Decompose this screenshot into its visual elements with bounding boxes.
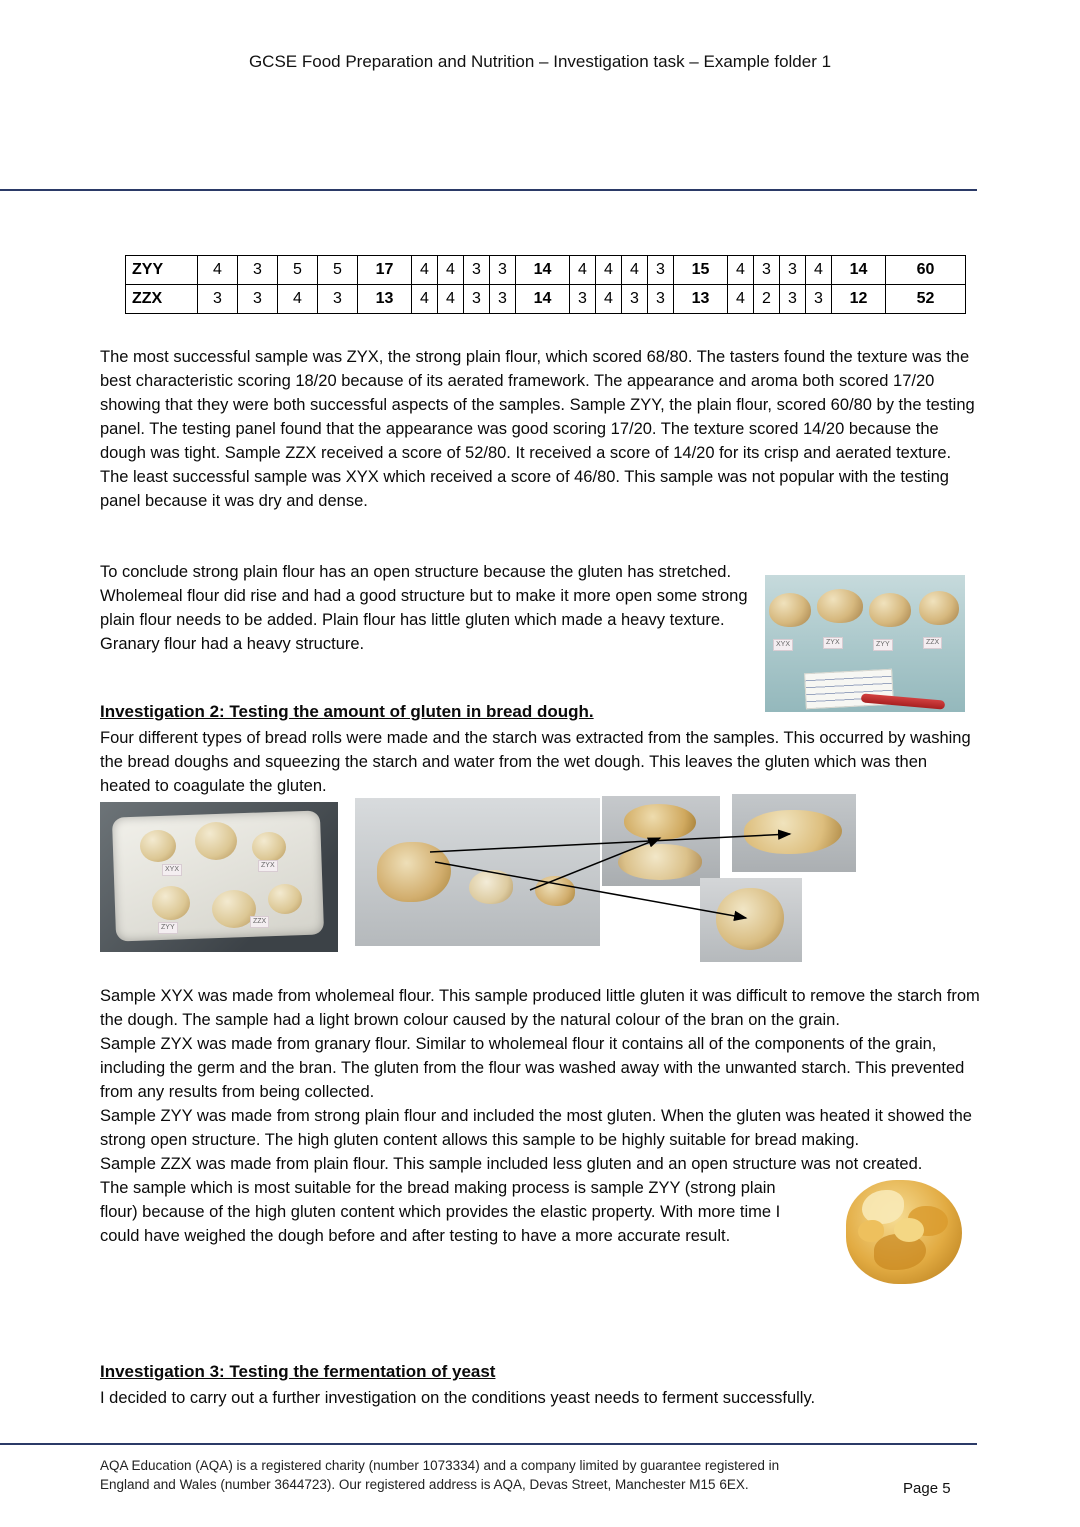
sample-zyx-paragraph: Sample ZYX was made from granary flour. Similar to wholemeal flour it contains all of the components of the grain, including the germ and the bran. The gluten from the flour was washed away with the unwanted starch. This prevented from any results from being collected. xyxy=(100,1035,965,1101)
score-cell: 4 xyxy=(596,256,622,285)
washed-gluten-photo xyxy=(355,798,600,946)
subtotal-cell: 12 xyxy=(832,285,886,314)
score-cell: 3 xyxy=(238,285,278,314)
gluten-sample xyxy=(377,842,451,902)
score-cell: 3 xyxy=(648,285,674,314)
gluten-piece xyxy=(716,888,784,950)
gluten-piece xyxy=(618,844,702,880)
investigation-3-heading: Investigation 3: Testing the fermentation of yeast xyxy=(100,1362,496,1381)
score-cell: 3 xyxy=(754,256,780,285)
investigation-2-intro: Four different types of bread rolls were made and the starch was extracted from the samples. This occurred by washing the bread doughs and squeezing the starch and water from the wet dough. This leaves the gluten which was then heated to coagulate the gluten. xyxy=(100,729,971,795)
dough-ball xyxy=(152,886,190,920)
total-cell: 52 xyxy=(886,285,966,314)
score-cell: 2 xyxy=(754,285,780,314)
gluten-sample xyxy=(469,870,513,904)
results-paragraph: The most successful sample was ZYX, the strong plain flour, which scored 68/80. The tasters found the texture was the best characteristic scoring 18/20 because of its aerated framework. The appearance and aroma both scored 17/20 showing that they were both successful aspects of the samples. Sample ZYY, the plain flour, scored 60/80 by the testing panel. The testing panel found that the appearance was good scoring 17/20. The texture scored 14/20 because the dough was tight. Sample ZZX received a score of 52/80. It received a score of 14/20 for its crisp and aerated texture. The least successful sample was XYX which received a score of 46/80. This sample was not popular with the testing panel because it was dry and dense. xyxy=(100,348,975,510)
score-cell: 4 xyxy=(198,256,238,285)
coagulated-gluten-photo xyxy=(828,1176,980,1288)
footer-registration-text xyxy=(100,1456,820,1494)
score-cell: 4 xyxy=(806,256,832,285)
score-cell: 3 xyxy=(490,256,516,285)
table-row-zzx xyxy=(126,285,966,314)
score-cell: 3 xyxy=(238,256,278,285)
sample-label: ZYY xyxy=(158,922,178,934)
score-cell: 3 xyxy=(622,285,648,314)
score-cell: 3 xyxy=(806,285,832,314)
score-cell: 4 xyxy=(438,285,464,314)
dough-tray-photo xyxy=(100,802,338,952)
sample-label: ZYY xyxy=(873,639,893,651)
sample-label: ZZX xyxy=(250,916,269,928)
dough-ball xyxy=(195,822,237,860)
subtotal-cell: 13 xyxy=(358,285,412,314)
sample-xyx-paragraph: Sample XYX was made from wholemeal flour. This sample produced little gluten it was difficult to remove the starch from the dough. The sample had a light brown colour caused by the natural colour of the bran on the grain. xyxy=(100,987,980,1029)
subtotal-cell: 14 xyxy=(516,256,570,285)
subtotal-cell: 14 xyxy=(516,285,570,314)
sample-zyy-paragraph: Sample ZYY was made from strong plain flour and included the most gluten. When the gluten was heated it showed the strong open structure. The high gluten content allows this sample to be highly suitable for bread making. xyxy=(100,1107,972,1149)
table-row-zyy xyxy=(126,256,966,285)
bread-roll xyxy=(817,589,863,623)
score-cell: 5 xyxy=(318,256,358,285)
subtotal-cell: 13 xyxy=(674,285,728,314)
dough-ball xyxy=(140,830,176,862)
gluten-result-photo-b xyxy=(732,794,856,872)
total-cell: 60 xyxy=(886,256,966,285)
score-cell: 3 xyxy=(198,285,238,314)
footer-line-2: England and Wales (number 3644723). Our registered address is AQA, Devas Street, Manchester M15 6EX. xyxy=(100,1477,749,1492)
score-cell: 3 xyxy=(780,256,806,285)
gluten-piece xyxy=(744,810,842,854)
header-divider xyxy=(0,189,977,191)
score-cell: 3 xyxy=(780,285,806,314)
dough-ball xyxy=(252,832,286,862)
score-table xyxy=(125,255,966,314)
page-title: GCSE Food Preparation and Nutrition – Investigation task – Example folder 1 xyxy=(248,52,832,71)
row-label: ZYY xyxy=(126,256,198,285)
score-cell: 3 xyxy=(490,285,516,314)
gluten-piece xyxy=(624,804,696,840)
score-cell: 4 xyxy=(438,256,464,285)
gluten-highlight xyxy=(858,1220,884,1242)
gluten-result-photo-a xyxy=(602,796,720,886)
suitability-paragraph: The sample which is most suitable for the bread making process is sample ZYY (strong plain flour) because of the high gluten content which provides the elastic property. With more time I could have weighed the dough before and after testing to have a more accurate result. xyxy=(100,1179,781,1245)
gluten-result-photo-c xyxy=(700,878,802,962)
bread-roll xyxy=(869,593,911,627)
score-cell: 4 xyxy=(570,256,596,285)
sample-label: ZYX xyxy=(823,637,843,649)
gluten-sample xyxy=(535,876,575,906)
gluten-photos-row xyxy=(100,794,980,966)
sample-analysis-section xyxy=(100,984,980,1292)
sample-label: ZYX xyxy=(258,860,278,872)
bread-roll xyxy=(769,593,811,627)
footer-divider xyxy=(0,1443,977,1445)
score-cell: 3 xyxy=(464,256,490,285)
gluten-highlight xyxy=(894,1218,924,1242)
subtotal-cell: 15 xyxy=(674,256,728,285)
investigation-2-heading: Investigation 2: Testing the amount of gluten in bread dough. xyxy=(100,702,594,721)
score-cell: 4 xyxy=(728,256,754,285)
page-number: Page 5 xyxy=(903,1480,951,1497)
row-label: ZZX xyxy=(126,285,198,314)
score-cell: 4 xyxy=(412,285,438,314)
footer-line-1: AQA Education (AQA) is a registered charity (number 1073334) and a company limited by guarantee registered in xyxy=(100,1458,780,1473)
sample-label: XYX xyxy=(162,864,182,876)
suitability-block xyxy=(100,1176,980,1248)
sample-zzx-paragraph: Sample ZZX was made from plain flour. This sample included less gluten and an open structure was not created. xyxy=(100,1155,923,1173)
sample-label: XYX xyxy=(773,639,793,651)
score-cell: 3 xyxy=(464,285,490,314)
dough-ball xyxy=(268,884,302,914)
bread-samples-photo xyxy=(765,575,965,712)
conclusion-paragraph: To conclude strong plain flour has an open structure because the gluten has stretched. Wholemeal flour did rise and had a good structure but to make it more open some strong plain flour needs to be added. Plain flour has little gluten which made a heavy texture. Granary flour had a heavy structure. xyxy=(100,563,748,653)
bread-roll xyxy=(919,591,959,625)
score-cell: 3 xyxy=(648,256,674,285)
score-cell: 3 xyxy=(318,285,358,314)
score-cell: 4 xyxy=(622,256,648,285)
subtotal-cell: 17 xyxy=(358,256,412,285)
investigation-3-intro: I decided to carry out a further investigation on the conditions yeast needs to ferment successfully. xyxy=(100,1389,816,1407)
sample-label: ZZX xyxy=(923,637,942,649)
score-cell: 3 xyxy=(570,285,596,314)
score-cell: 5 xyxy=(278,256,318,285)
score-cell: 4 xyxy=(596,285,622,314)
subtotal-cell: 14 xyxy=(832,256,886,285)
score-cell: 4 xyxy=(278,285,318,314)
score-cell: 4 xyxy=(728,285,754,314)
score-cell: 4 xyxy=(412,256,438,285)
